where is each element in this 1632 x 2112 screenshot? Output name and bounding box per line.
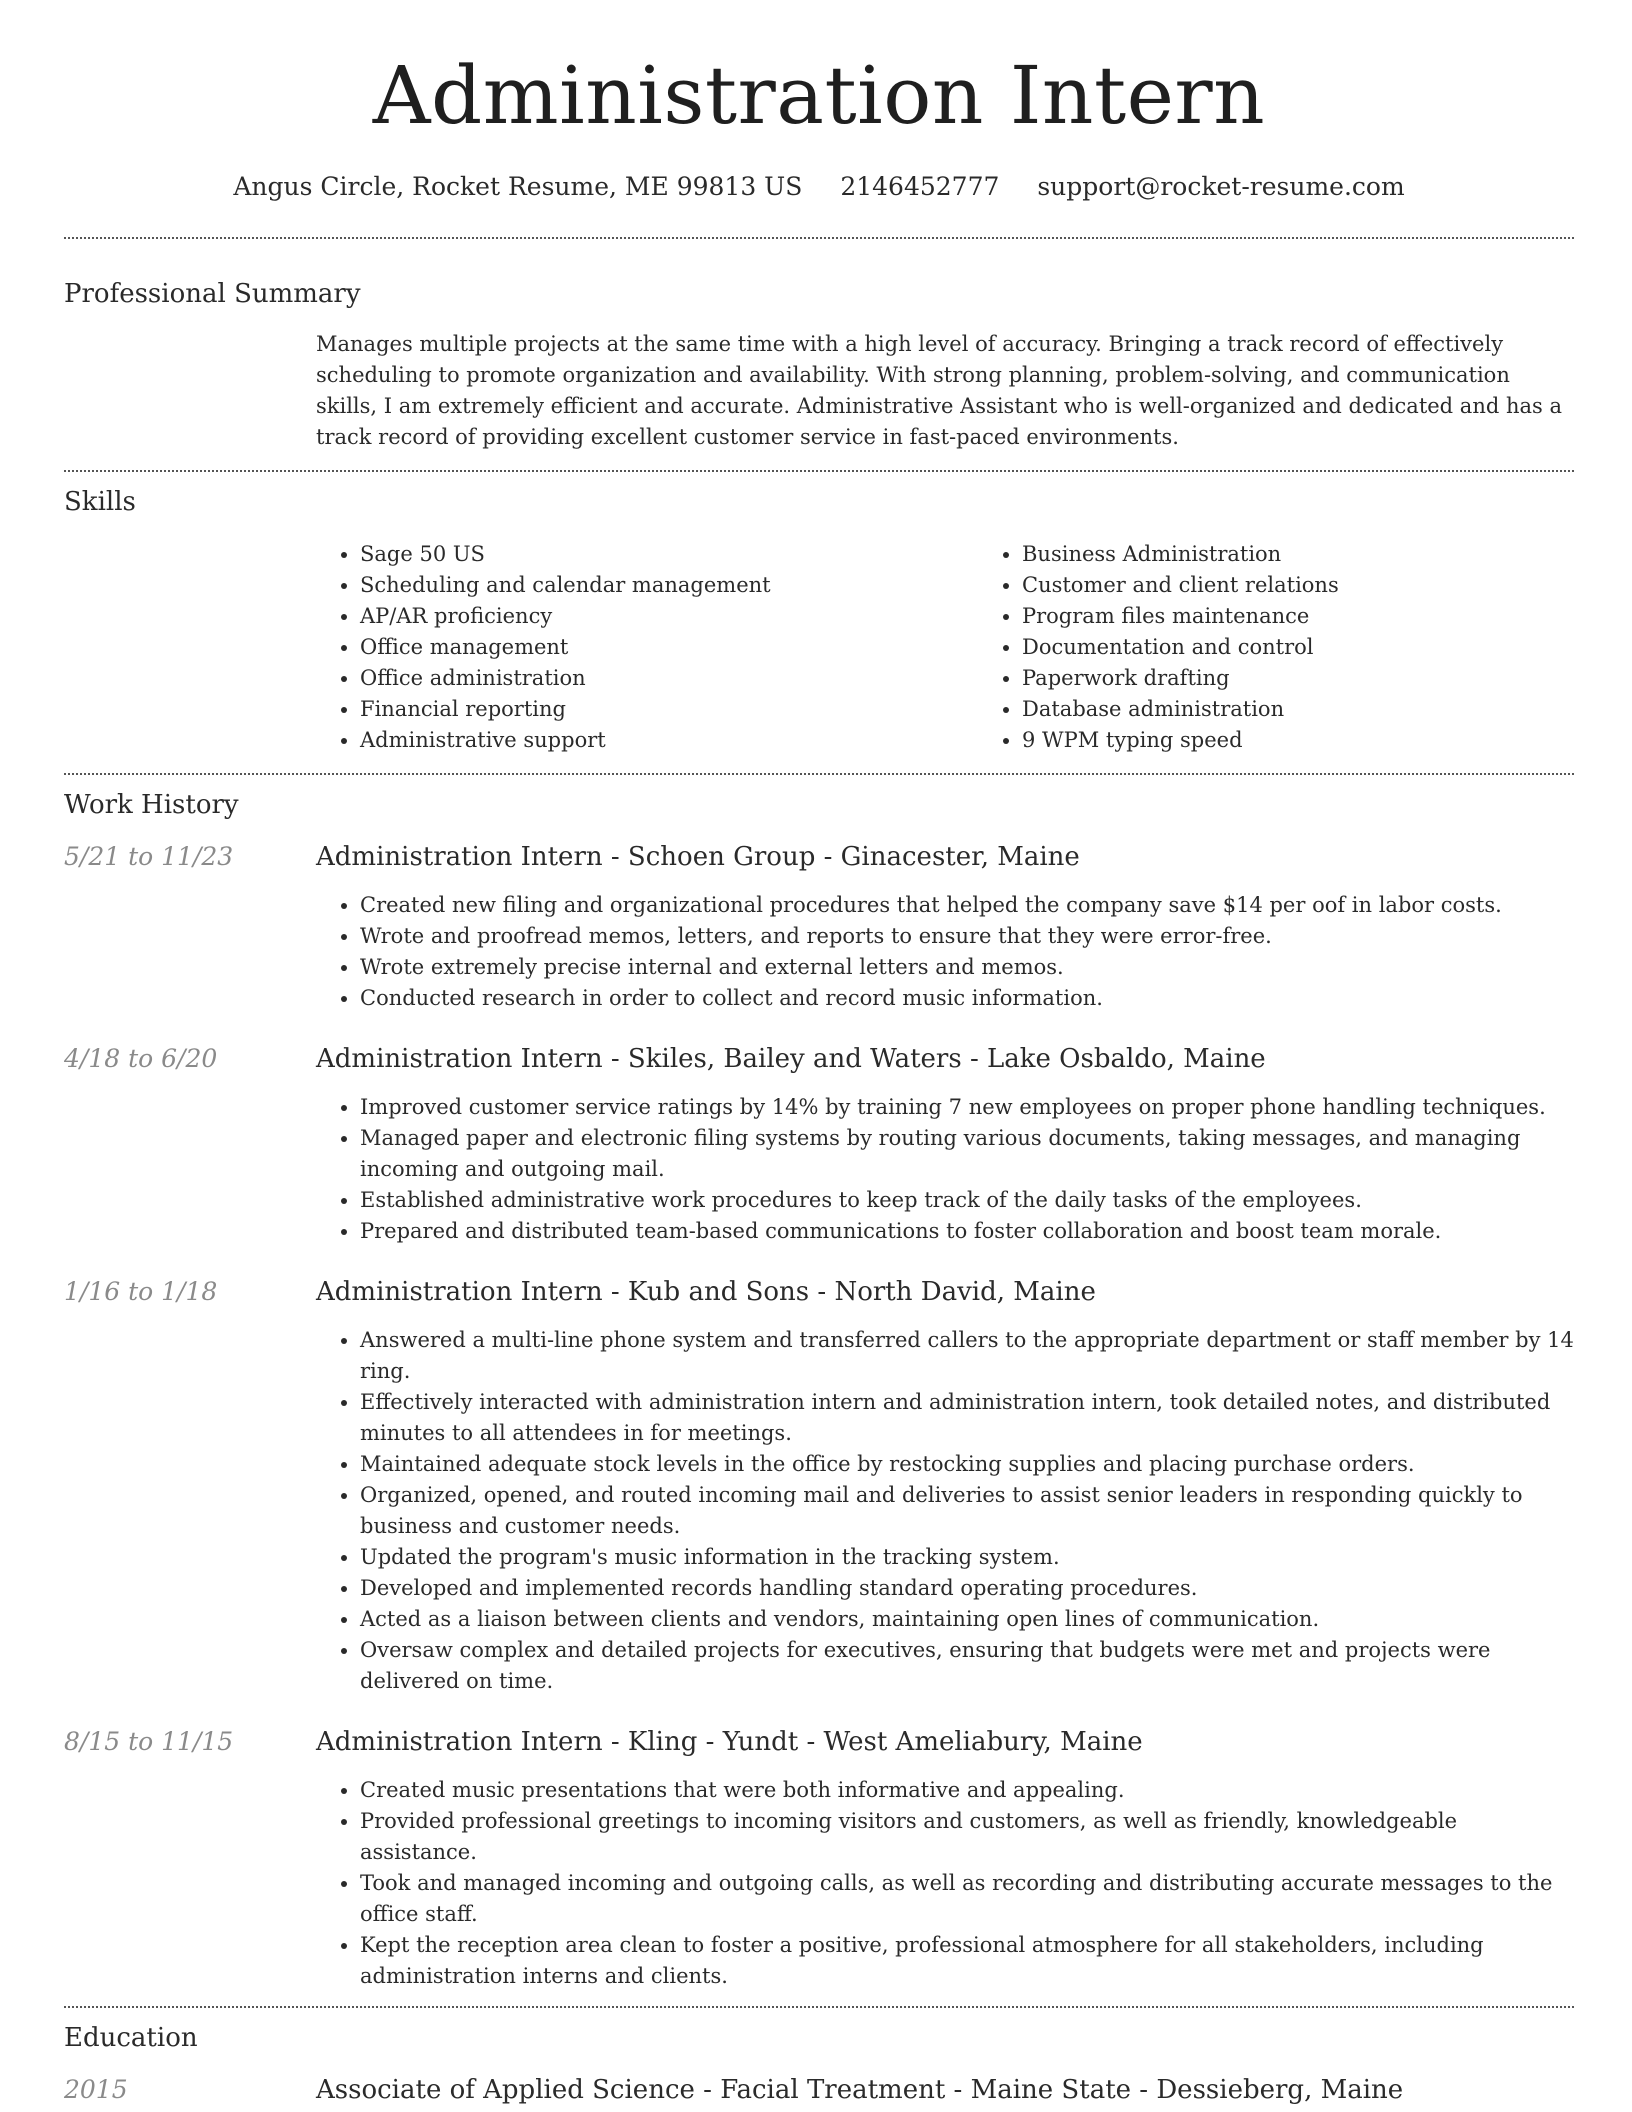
job-entry xyxy=(64,1044,1574,1247)
job-title: Administration Intern - Kling - Yundt - West Ameliabury, Maine xyxy=(316,1727,1143,1757)
skill-item: • Documentation and control xyxy=(1022,632,1632,663)
skill-item: • AP/AR proficiency xyxy=(360,601,978,632)
job-bullets xyxy=(316,890,1574,1014)
job-bullet: • Improved customer service ratings by 14% by training 7 new employees on proper phone handling techniques. xyxy=(360,1092,1574,1123)
summary-text: Manages multiple projects at the same time with a high level of accuracy. Bringing a track record of effectively scheduling to promote organization and availability. With strong planning, problem-solving, and communication skills, I am extremely efficient and accurate. Administrative Assistant who is well-organized and dedicated and has a track record of providing excellent customer service in fast-paced environments. xyxy=(316,332,1562,449)
job-date: 1/16 to 1/18 xyxy=(64,1277,218,1306)
skills-title: Skills xyxy=(64,487,136,517)
education-entry xyxy=(64,2075,1574,2105)
email: support@rocket-resume.com xyxy=(1037,172,1405,201)
job-bullet: • Provided professional greetings to incoming visitors and customers, as well as friendly, knowledgeable assistance. xyxy=(360,1806,1574,1868)
phone: 2146452777 xyxy=(840,172,1000,201)
job-bullet: • Conducted research in order to collect and record music information. xyxy=(360,983,1574,1014)
job-bullet: • Took and managed incoming and outgoing calls, as well as recording and distributing accurate messages to the office staff. xyxy=(360,1868,1574,1930)
job-date: 8/15 to 11/15 xyxy=(64,1727,234,1756)
education-title: Education xyxy=(64,2023,198,2053)
divider xyxy=(64,2006,1574,2008)
job-bullet: • Established administrative work procedures to keep track of the daily tasks of the employees. xyxy=(360,1185,1574,1216)
skill-item: • Office management xyxy=(360,632,978,663)
skills-list-right xyxy=(978,539,1632,756)
job-bullet: • Oversaw complex and detailed projects for executives, ensuring that budgets were met and projects were delivered on time. xyxy=(360,1635,1574,1697)
job-bullet: • Kept the reception area clean to foster a positive, professional atmosphere for all stakeholders, including administration interns and clients. xyxy=(360,1930,1574,1992)
job-entry xyxy=(64,842,1574,1014)
job-bullet: • Developed and implemented records handling standard operating procedures. xyxy=(360,1573,1574,1604)
summary-title: Professional Summary xyxy=(64,279,361,309)
candidate-name: Administration Intern xyxy=(372,49,1266,142)
job-title: Administration Intern - Kub and Sons - North David, Maine xyxy=(316,1277,1096,1307)
address: Angus Circle, Rocket Resume, ME 99813 US xyxy=(233,172,803,201)
job-bullets xyxy=(316,1092,1574,1247)
skill-item: • 9 WPM typing speed xyxy=(1022,725,1632,756)
skill-item: • Administrative support xyxy=(360,725,978,756)
skill-item: • Financial reporting xyxy=(360,694,978,725)
job-bullet: • Created new filing and organizational procedures that helped the company save $14 per oof in labor costs. xyxy=(360,890,1574,921)
summary-row xyxy=(64,329,1574,453)
job-date: 4/18 to 6/20 xyxy=(64,1044,218,1073)
skill-item: • Sage 50 US xyxy=(360,539,978,570)
work-title: Work History xyxy=(64,790,239,820)
contact-line xyxy=(64,172,1574,201)
education-date: 2015 xyxy=(64,2075,128,2104)
divider xyxy=(64,773,1574,775)
job-bullet: • Acted as a liaison between clients and vendors, maintaining open lines of communication. xyxy=(360,1604,1574,1635)
job-bullets xyxy=(316,1775,1574,1992)
job-date: 5/21 to 11/23 xyxy=(64,842,234,871)
job-bullets xyxy=(316,1325,1574,1697)
skill-item: • Scheduling and calendar management xyxy=(360,570,978,601)
resume-page xyxy=(64,0,1574,2105)
job-bullet: • Answered a multi-line phone system and transferred callers to the appropriate department or staff member by 14 ring. xyxy=(360,1325,1574,1387)
job-bullet: • Effectively interacted with administration intern and administration intern, took detailed notes, and distributed minutes to all attendees in for meetings. xyxy=(360,1387,1574,1449)
job-bullet: • Maintained adequate stock levels in the office by restocking supplies and placing purchase orders. xyxy=(360,1449,1574,1480)
job-entry xyxy=(64,1277,1574,1697)
skill-item: • Database administration xyxy=(1022,694,1632,725)
job-bullet: • Managed paper and electronic filing systems by routing various documents, taking messages, and managing incoming and outgoing mail. xyxy=(360,1123,1574,1185)
job-bullet: • Wrote and proofread memos, letters, and reports to ensure that they were error-free. xyxy=(360,921,1574,952)
skill-item: • Program files maintenance xyxy=(1022,601,1632,632)
job-title: Administration Intern - Skiles, Bailey and Waters - Lake Osbaldo, Maine xyxy=(316,1044,1266,1074)
skill-item: • Business Administration xyxy=(1022,539,1632,570)
job-bullet: • Created music presentations that were both informative and appealing. xyxy=(360,1775,1574,1806)
job-title: Administration Intern - Schoen Group - Ginacester, Maine xyxy=(316,842,1080,872)
skills-list-left xyxy=(316,539,978,756)
job-bullet: • Updated the program's music information in the tracking system. xyxy=(360,1542,1574,1573)
job-bullet: • Organized, opened, and routed incoming mail and deliveries to assist senior leaders in responding quickly to business and customer needs. xyxy=(360,1480,1574,1542)
education-title-line: Associate of Applied Science - Facial Treatment - Maine State - Dessieberg, Maine xyxy=(316,2075,1404,2105)
divider xyxy=(64,237,1574,239)
job-bullet: • Wrote extremely precise internal and external letters and memos. xyxy=(360,952,1574,983)
skill-item: • Paperwork drafting xyxy=(1022,663,1632,694)
divider xyxy=(64,470,1574,472)
skills-row xyxy=(64,539,1574,756)
job-bullet: • Prepared and distributed team-based communications to foster collaboration and boost team morale. xyxy=(360,1216,1574,1247)
skill-item: • Customer and client relations xyxy=(1022,570,1632,601)
job-entry xyxy=(64,1727,1574,1992)
skill-item: • Office administration xyxy=(360,663,978,694)
